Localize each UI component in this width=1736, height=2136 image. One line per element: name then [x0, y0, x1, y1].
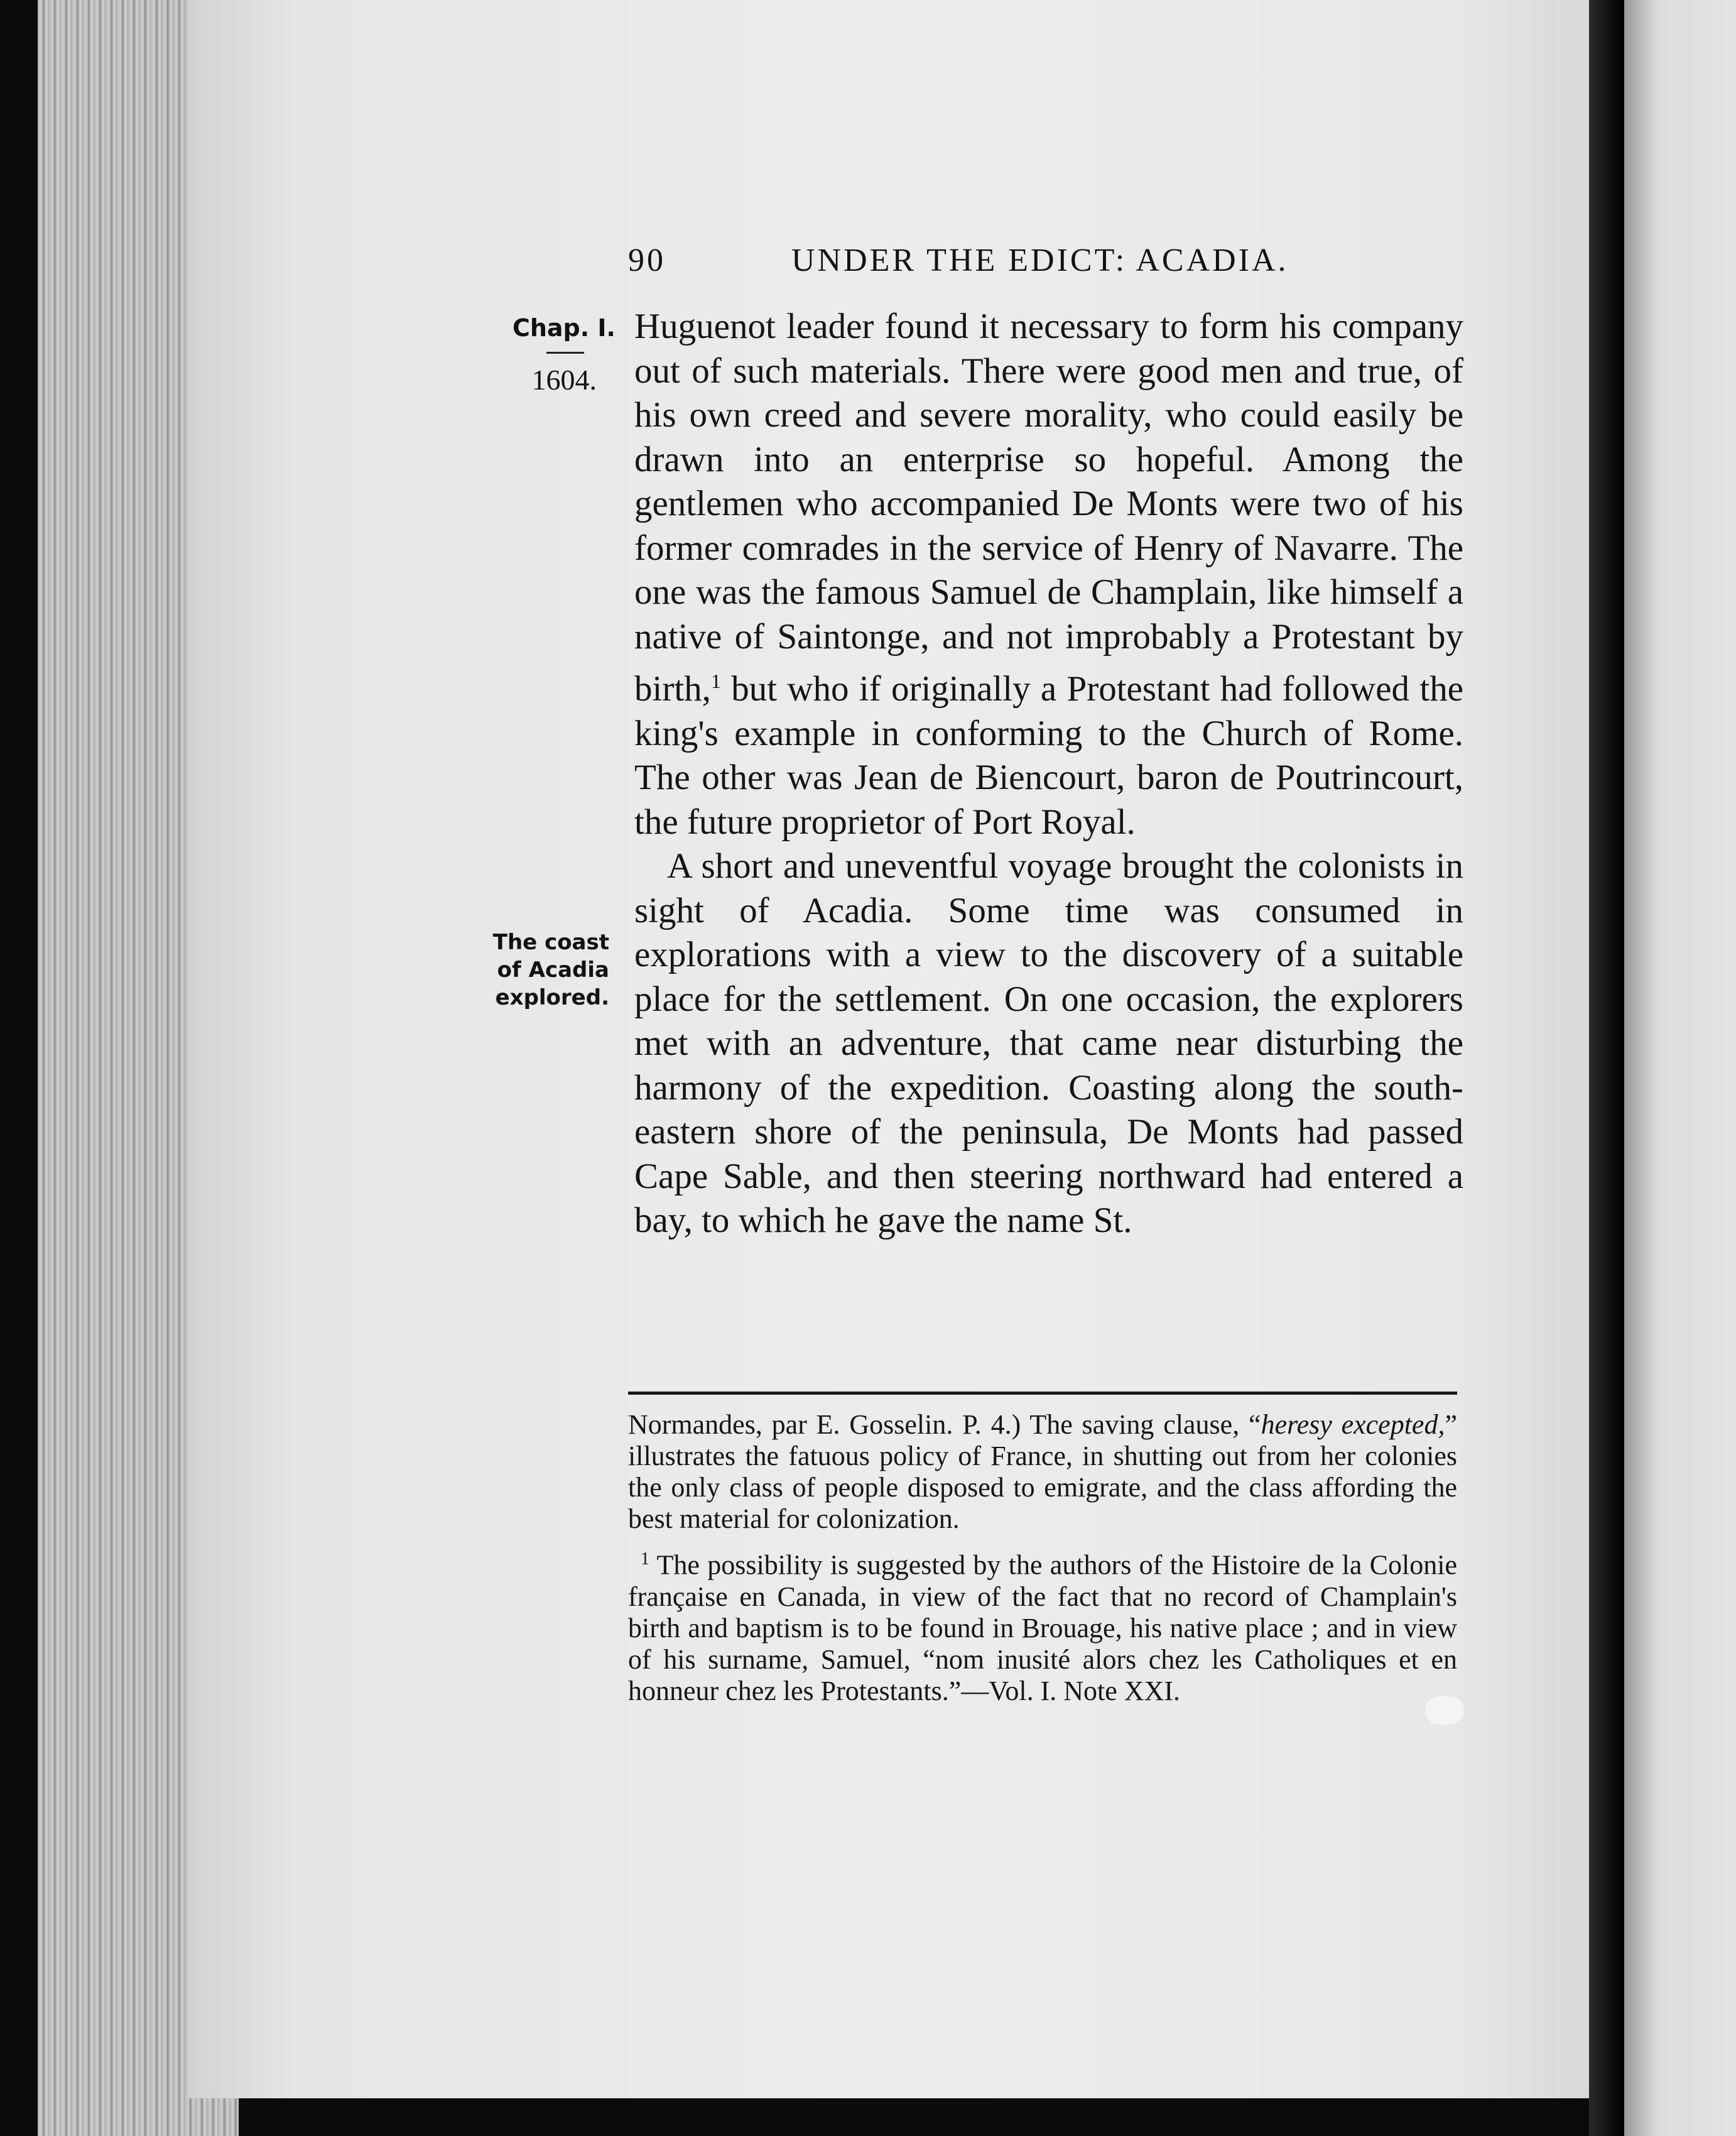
paragraph-1-continuation: but who if originally a Protestant had followed the king's example in conforming to the Church of Rome. The other was Jean de Biencourt, baron de Poutrincourt, the future proprietor of Port Royal.	[634, 669, 1463, 842]
footnote-reference: 1	[710, 670, 721, 692]
paragraph-1	[634, 305, 1463, 844]
year-marker: 1604.	[531, 364, 597, 396]
footnote-continued	[628, 1409, 1457, 1535]
body-text	[634, 305, 1463, 1243]
paragraph-1-text: Huguenot leader found it necessary to form his company out of such materials. There were good men and true, of his own creed and severe morality, who could easily be drawn into an enterprise so hopeful. Among the gentlemen who accompanied De Monts were two of his former comrades in the service of Henry of Navarre. The one was the famous Samuel de Champlain, like himself a native of Saintonge, and not improbably a Protestant by birth,	[634, 307, 1463, 709]
sidenote: The coast of Acadia explored.	[492, 930, 609, 1010]
chapter-marker: Chap. I.	[512, 314, 616, 342]
footnote-rule	[628, 1392, 1457, 1395]
chapter-rule	[546, 352, 584, 354]
paragraph-2: A short and uneventful voyage brought the colonists in sight of Acadia. Some time was consumed in explorations with a view to the discovery of a suitable place for the settlement. On one occasion, the explorers met with an adventure, that came near disturbing the harmony of the expedition. Coasting along the south-eastern shore of the peninsula, De Monts had passed Cape Sable, and then steering northward had entered a bay, to which he gave the name St.	[634, 846, 1463, 1240]
footnote-marker: 1	[641, 1549, 649, 1569]
footnote-1	[628, 1544, 1457, 1707]
footnote-1-text: The possibility is suggested by the authors of the Histoire de la Colonie française en Canada, in view of the fact that no record of Champlain's birth and baptism is to be found in Brouage, his native place ; and in view of his surname, Samuel, “nom inusité alors chez les Catholiques et en honneur chez les Protestants.”—Vol. I. Note XXI.	[628, 1549, 1457, 1706]
running-head: UNDER THE EDICT: ACADIA.	[791, 242, 1289, 278]
footnote-continued-b: ” illustrates the fatuous policy of France, in shutting out from her colonies the only class of people disposed to emigrate, and the class affording the best material for colonization.	[628, 1409, 1457, 1534]
footnotes	[628, 1409, 1457, 1716]
page-number: 90	[628, 242, 666, 278]
footnote-emphasis: heresy excepted,	[1261, 1409, 1445, 1440]
book-gutter	[1589, 0, 1624, 2136]
facing-page-edge	[1624, 0, 1736, 2136]
footnote-continued-a: Normandes, par E. Gosselin. P. 4.) The saving clause, “	[628, 1409, 1261, 1440]
